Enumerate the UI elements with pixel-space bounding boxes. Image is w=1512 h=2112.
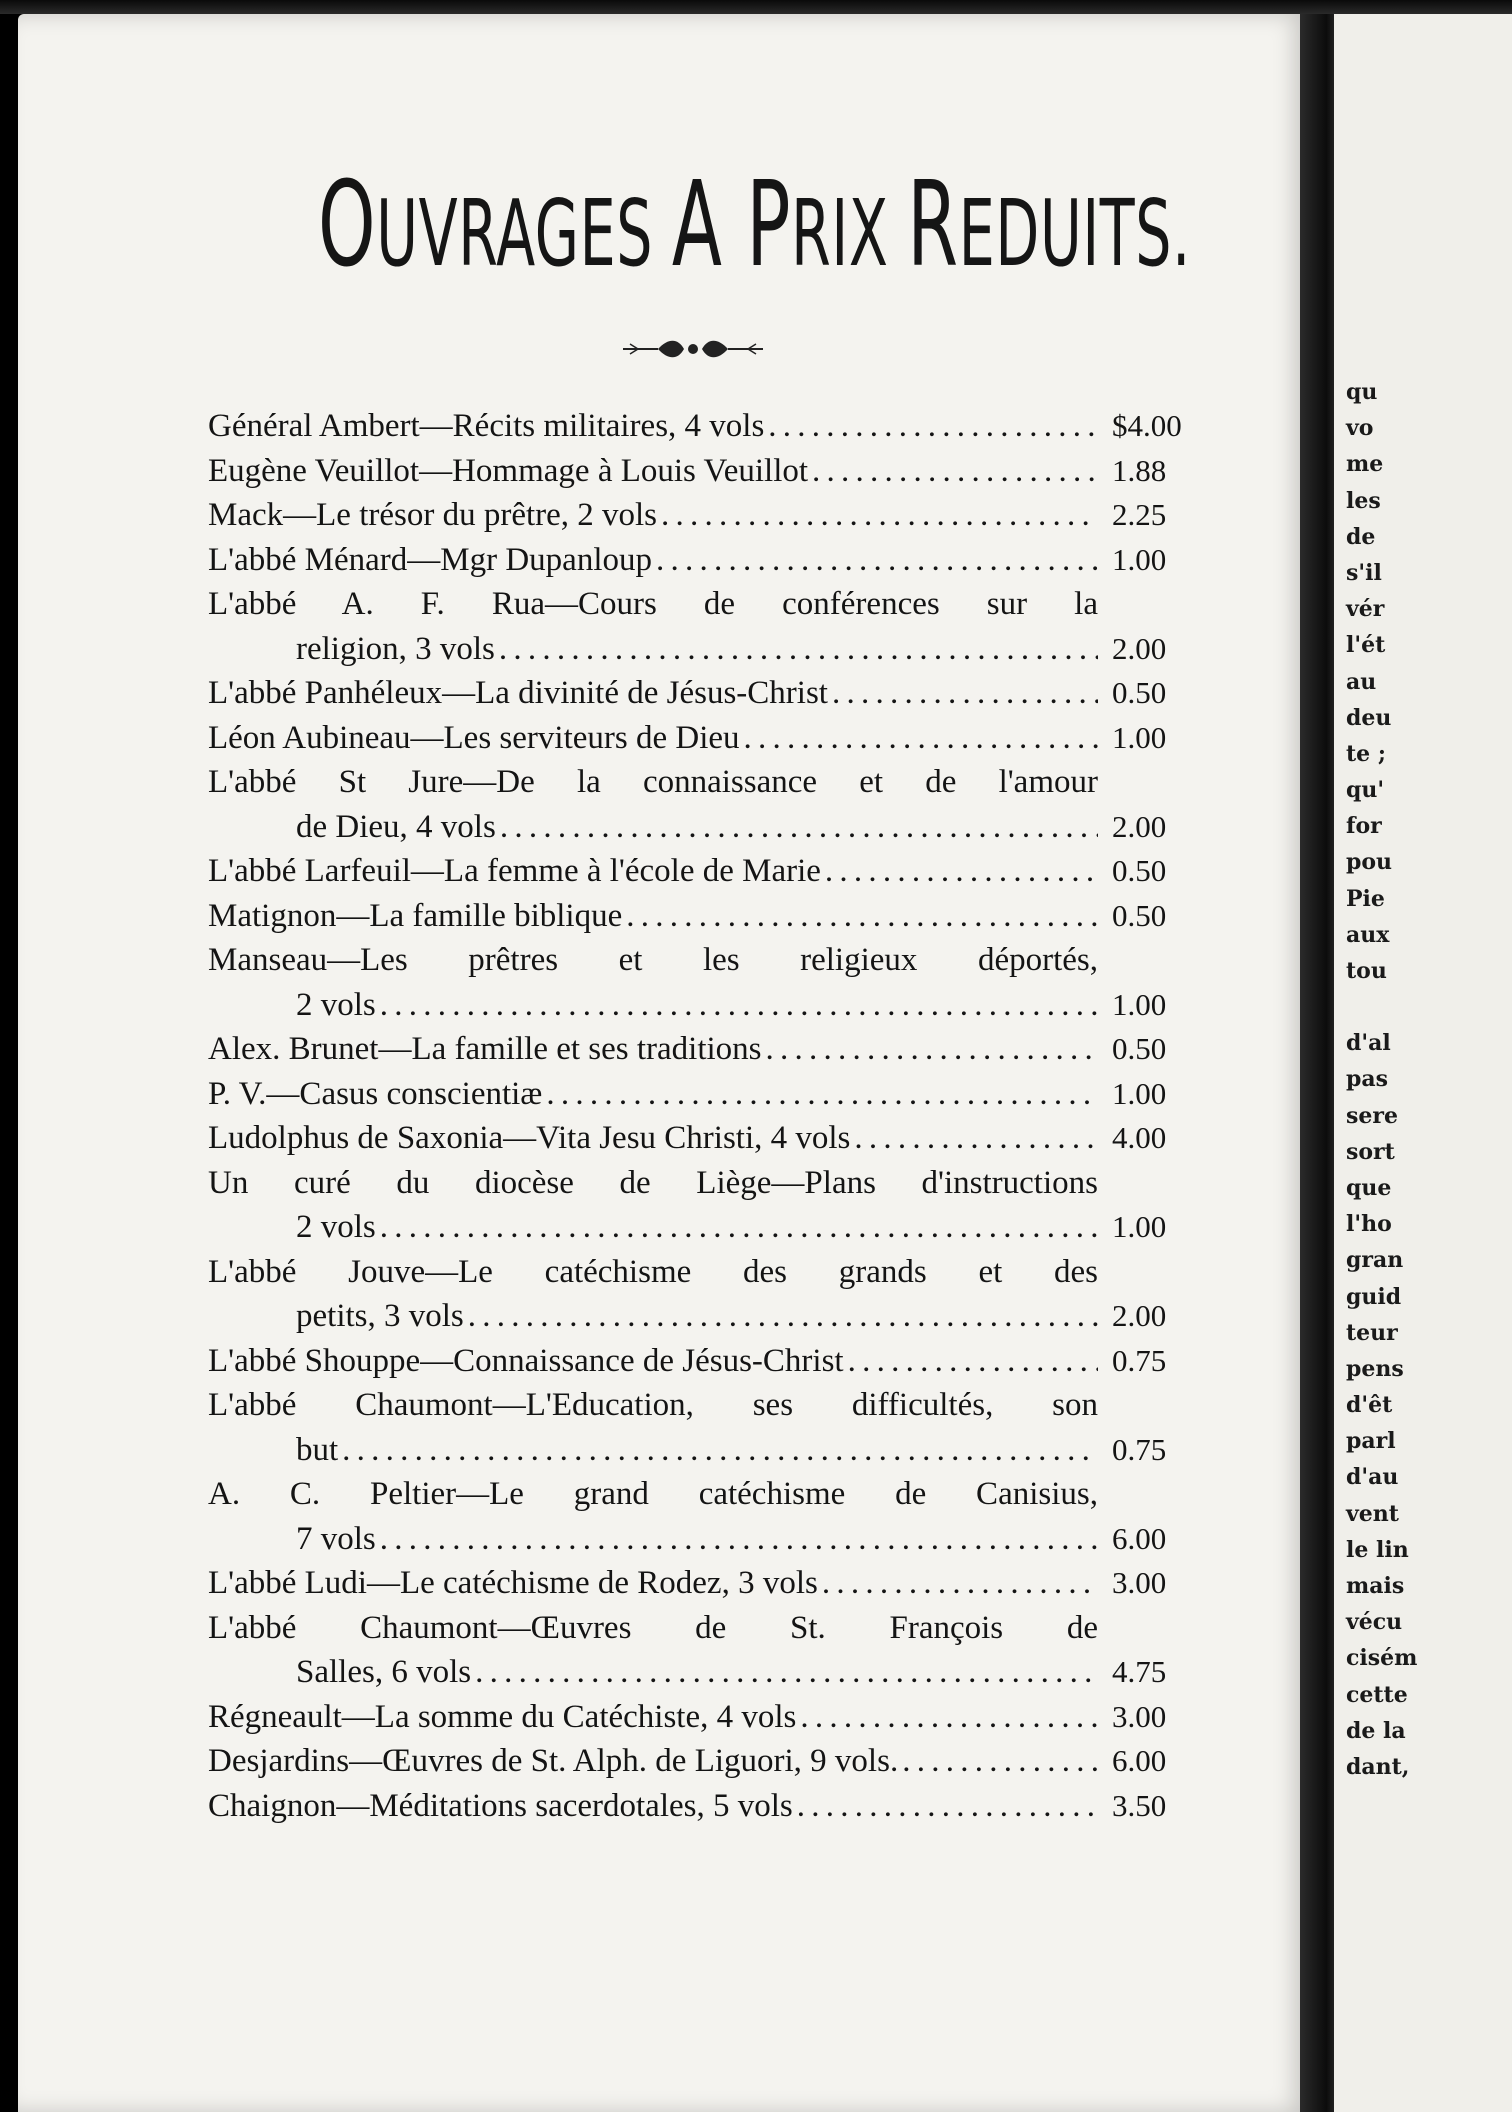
book-entry [208,1695,1208,1740]
title-part: EDUITS. [958,180,1191,287]
dot-leader [898,1739,1098,1784]
dot-leader [844,1339,1098,1384]
right-page-line: qu [1346,379,1378,405]
dot-leader [376,1205,1098,1250]
right-page-line: vo [1346,415,1374,442]
entry-continuation-line [208,1294,1208,1339]
entry-line [208,849,1208,894]
entry-continuation-line [208,983,1208,1028]
right-page-line: d'al [1346,1030,1391,1057]
entry-line [208,493,1208,538]
entry-price: 3.50 [1112,1787,1167,1823]
dot-leader [652,538,1098,583]
right-page-line: for [1346,813,1382,840]
dot-leader [376,983,1098,1028]
entry-price: 3.00 [1112,1698,1167,1734]
entry-price: 0.50 [1112,897,1167,933]
right-page-line: dant, [1346,1753,1410,1780]
right-page-line: me [1346,451,1384,478]
right-page-line: tou [1346,958,1387,984]
entry-text: Régneault—La somme du Catéchiste, 4 vols [208,1698,797,1735]
dot-leader [740,716,1098,761]
entry-line [208,1383,1208,1428]
right-page-line: sort [1346,1138,1395,1165]
entry-text: L'abbé A. F. Rua—Cours de conférences sur la [208,586,1098,622]
book-entry [208,1072,1208,1117]
entry-price: 1.00 [1112,541,1167,577]
book-entry [208,849,1208,894]
right-page-line: sere [1346,1102,1398,1129]
right-page-line: teur [1346,1319,1398,1346]
dot-leader [828,671,1098,716]
entry-text: religion, 3 vols [296,630,495,667]
entry-price: 2.00 [1112,1298,1167,1333]
entry-price: 3.00 [1112,1565,1167,1600]
dot-leader [376,1517,1098,1562]
entry-line [208,1561,1208,1606]
entry-price: 1.00 [1112,1209,1167,1244]
entry-continuation-line [208,1205,1208,1250]
right-page-line: de [1346,523,1376,550]
entry-text: Mack—Le trésor du prêtre, 2 vols [208,497,658,533]
book-entry [208,716,1208,761]
dot-leader [657,493,1098,538]
entry-line [208,894,1208,939]
entry-price: 6.00 [1112,1520,1167,1556]
dot-leader [338,1428,1098,1473]
entry-line [208,671,1208,716]
right-page-line: gran [1346,1247,1404,1274]
title-part: O [318,155,377,293]
right-page-line: pens [1346,1355,1404,1382]
right-page-line: Pie [1346,885,1385,912]
entry-line [208,449,1208,494]
entry-price: 4.00 [1112,1120,1167,1155]
book-entry [208,1116,1208,1161]
book-entry [208,760,1208,849]
right-page-line: te ; [1346,740,1386,767]
right-page-line: vér [1346,596,1385,623]
right-page-line: l'ét [1346,632,1386,659]
entry-line [208,582,1208,627]
right-page-line: pas [1346,1066,1389,1093]
book-entry [208,1027,1208,1072]
entry-line [208,1472,1208,1517]
right-page-line: vécu [1346,1609,1403,1636]
right-page-line: les [1346,487,1381,514]
entry-text: but [296,1431,339,1468]
right-page-line: deu [1346,704,1392,731]
paragraph-gap [1346,989,1512,1025]
right-page [1334,14,1512,2112]
entry-price: 4.75 [1112,1654,1167,1689]
book-entry [208,1339,1208,1384]
entry-text: Manseau—Les prêtres et les religieux déportés, [208,942,1098,978]
entry-text: Alex. Brunet—La famille et ses traditions [208,1031,762,1067]
entry-line [208,1739,1208,1784]
entry-continuation-line [208,1650,1208,1695]
right-page-line: aux [1346,921,1390,948]
entry-continuation-line [208,1428,1208,1473]
entry-text: petits, 3 vols [296,1298,464,1334]
book-entry [208,938,1208,1027]
entry-text: Desjardins—Œuvres de St. Alph. de Liguori, 9 vols. [208,1743,899,1779]
entry-text: 7 vols [296,1520,376,1557]
dot-leader [818,1561,1098,1606]
dot-leader [796,1695,1098,1740]
entry-line [208,1116,1208,1161]
book-entry [208,1472,1208,1561]
entry-price: 6.00 [1112,1743,1167,1778]
book-entry [208,1739,1208,1784]
entry-price: 0.50 [1112,1031,1167,1066]
entry-text: L'abbé Panhéleux—La divinité de Jésus-Christ [208,675,828,711]
title-part: P [746,155,792,293]
entry-line [208,716,1208,761]
entry-price: 0.75 [1112,1342,1167,1378]
entry-line [208,1784,1208,1829]
dot-leader [622,894,1098,939]
dot-leader [464,1294,1098,1339]
entry-text: P. V.—Casus conscientiæ [208,1075,543,1112]
entry-line [208,404,1208,449]
entry-text: L'abbé Shouppe—Connaissance de Jésus-Christ [208,1342,844,1379]
scan-top-edge [0,0,1512,14]
right-page-line: parl [1346,1428,1396,1455]
book-entry [208,1250,1208,1339]
right-page-line: au [1346,668,1377,695]
entry-text: L'abbé Jouve—Le catéchisme des grands et des [208,1253,1098,1290]
entry-price: $4.00 [1112,408,1182,443]
right-page-line: pou [1346,849,1393,876]
entry-line [208,1027,1208,1072]
entry-text: Eugène Veuillot—Hommage à Louis Veuillot [208,452,809,489]
entry-continuation-line [208,805,1208,850]
dot-leader [762,1027,1098,1072]
entry-text: 2 vols [296,986,376,1023]
title-part: UVRAGES [376,180,672,287]
dot-leader [471,1650,1098,1695]
entry-text: Chaignon—Méditations sacerdotales, 5 vols [208,1787,793,1824]
dot-leader [821,849,1098,894]
right-page-line: mais [1346,1573,1405,1599]
right-page-line: d'êt [1346,1392,1393,1419]
right-page-line: de la [1346,1717,1406,1744]
book-entry [208,1161,1208,1250]
right-page-text [1346,374,1512,1785]
entry-text: Un curé du diocèse de Liège—Plans d'instructions [208,1164,1098,1201]
dot-leader [495,627,1098,672]
entry-text: Léon Aubineau—Les serviteurs de Dieu [208,719,740,756]
entry-line [208,1339,1208,1384]
entry-line [208,938,1208,983]
book-entry [208,404,1208,449]
title-part: R [907,155,959,293]
page-title [318,155,1191,293]
book-entry [208,894,1208,939]
entry-text: L'abbé Ménard—Mgr Dupanloup [208,541,653,578]
entry-text: Général Ambert—Récits militaires, 4 vols [208,408,765,444]
entry-continuation-line [208,1517,1208,1562]
leaf-ornament-icon [618,334,768,364]
right-page-line: l'ho [1346,1211,1392,1238]
title-part: A [671,155,747,293]
entry-price: 1.00 [1112,986,1167,1022]
entry-price: 1.00 [1112,719,1167,755]
right-page-line: vent [1346,1500,1399,1527]
entry-line [208,1695,1208,1740]
left-page [18,14,1308,2112]
dot-leader [850,1116,1098,1161]
right-page-line: cisém [1346,1645,1418,1672]
entry-line [208,1161,1208,1206]
entry-price: 2.00 [1112,630,1167,666]
entry-line [208,538,1208,583]
entry-price: 1.00 [1112,1075,1167,1111]
entry-price: 0.75 [1112,1431,1167,1467]
entry-continuation-line [208,627,1208,672]
entry-text: Matignon—La famille biblique [208,897,623,934]
entry-text: Salles, 6 vols [296,1654,472,1690]
entry-text: L'abbé Ludi—Le catéchisme de Rodez, 3 vols [208,1565,818,1601]
book-entry [208,1784,1208,1829]
right-page-line: s'il [1346,559,1382,586]
book-entry [208,538,1208,583]
right-page-line: le lin [1346,1536,1409,1563]
dot-leader [793,1784,1098,1829]
entry-line [208,760,1208,805]
right-page-line: que [1346,1174,1392,1201]
entry-line [208,1072,1208,1117]
dot-leader [542,1072,1098,1117]
price-list [208,404,1208,1828]
book-entry [208,1383,1208,1472]
entry-price: 0.50 [1112,853,1167,888]
right-page-line: guid [1346,1283,1402,1310]
right-page-line: qu' [1346,777,1385,804]
entry-text: L'abbé Larfeuil—La femme à l'école de Marie [208,853,821,889]
entry-price: 2.25 [1112,497,1167,532]
right-page-line: cette [1346,1681,1408,1708]
dot-leader [764,404,1098,449]
book-entry [208,1561,1208,1606]
title-part: RIX [791,180,908,287]
entry-text: L'abbé Chaumont—Œuvres de St. François de [208,1609,1098,1646]
entry-text: Ludolphus de Saxonia—Vita Jesu Christi, 4 vols [208,1120,851,1156]
book-entry [208,493,1208,538]
right-page-line: d'au [1346,1464,1399,1491]
book-entry [208,582,1208,671]
dot-leader [808,449,1098,494]
entry-price: 0.50 [1112,675,1167,710]
entry-text: A. C. Peltier—Le grand catéchisme de Canisius, [208,1476,1098,1512]
dot-leader [496,805,1098,850]
entry-line [208,1606,1208,1651]
entry-line [208,1250,1208,1295]
entry-text: 2 vols [296,1209,376,1245]
entry-price: 2.00 [1112,808,1167,844]
entry-text: de Dieu, 4 vols [296,808,496,845]
book-entry [208,1606,1208,1695]
book-entry [208,671,1208,716]
entry-text: L'abbé St Jure—De la connaissance et de l'amour [208,764,1098,800]
book-entry [208,449,1208,494]
entry-text: L'abbé Chaumont—L'Education, ses difficultés, son [208,1387,1098,1423]
entry-price: 1.88 [1112,452,1167,488]
